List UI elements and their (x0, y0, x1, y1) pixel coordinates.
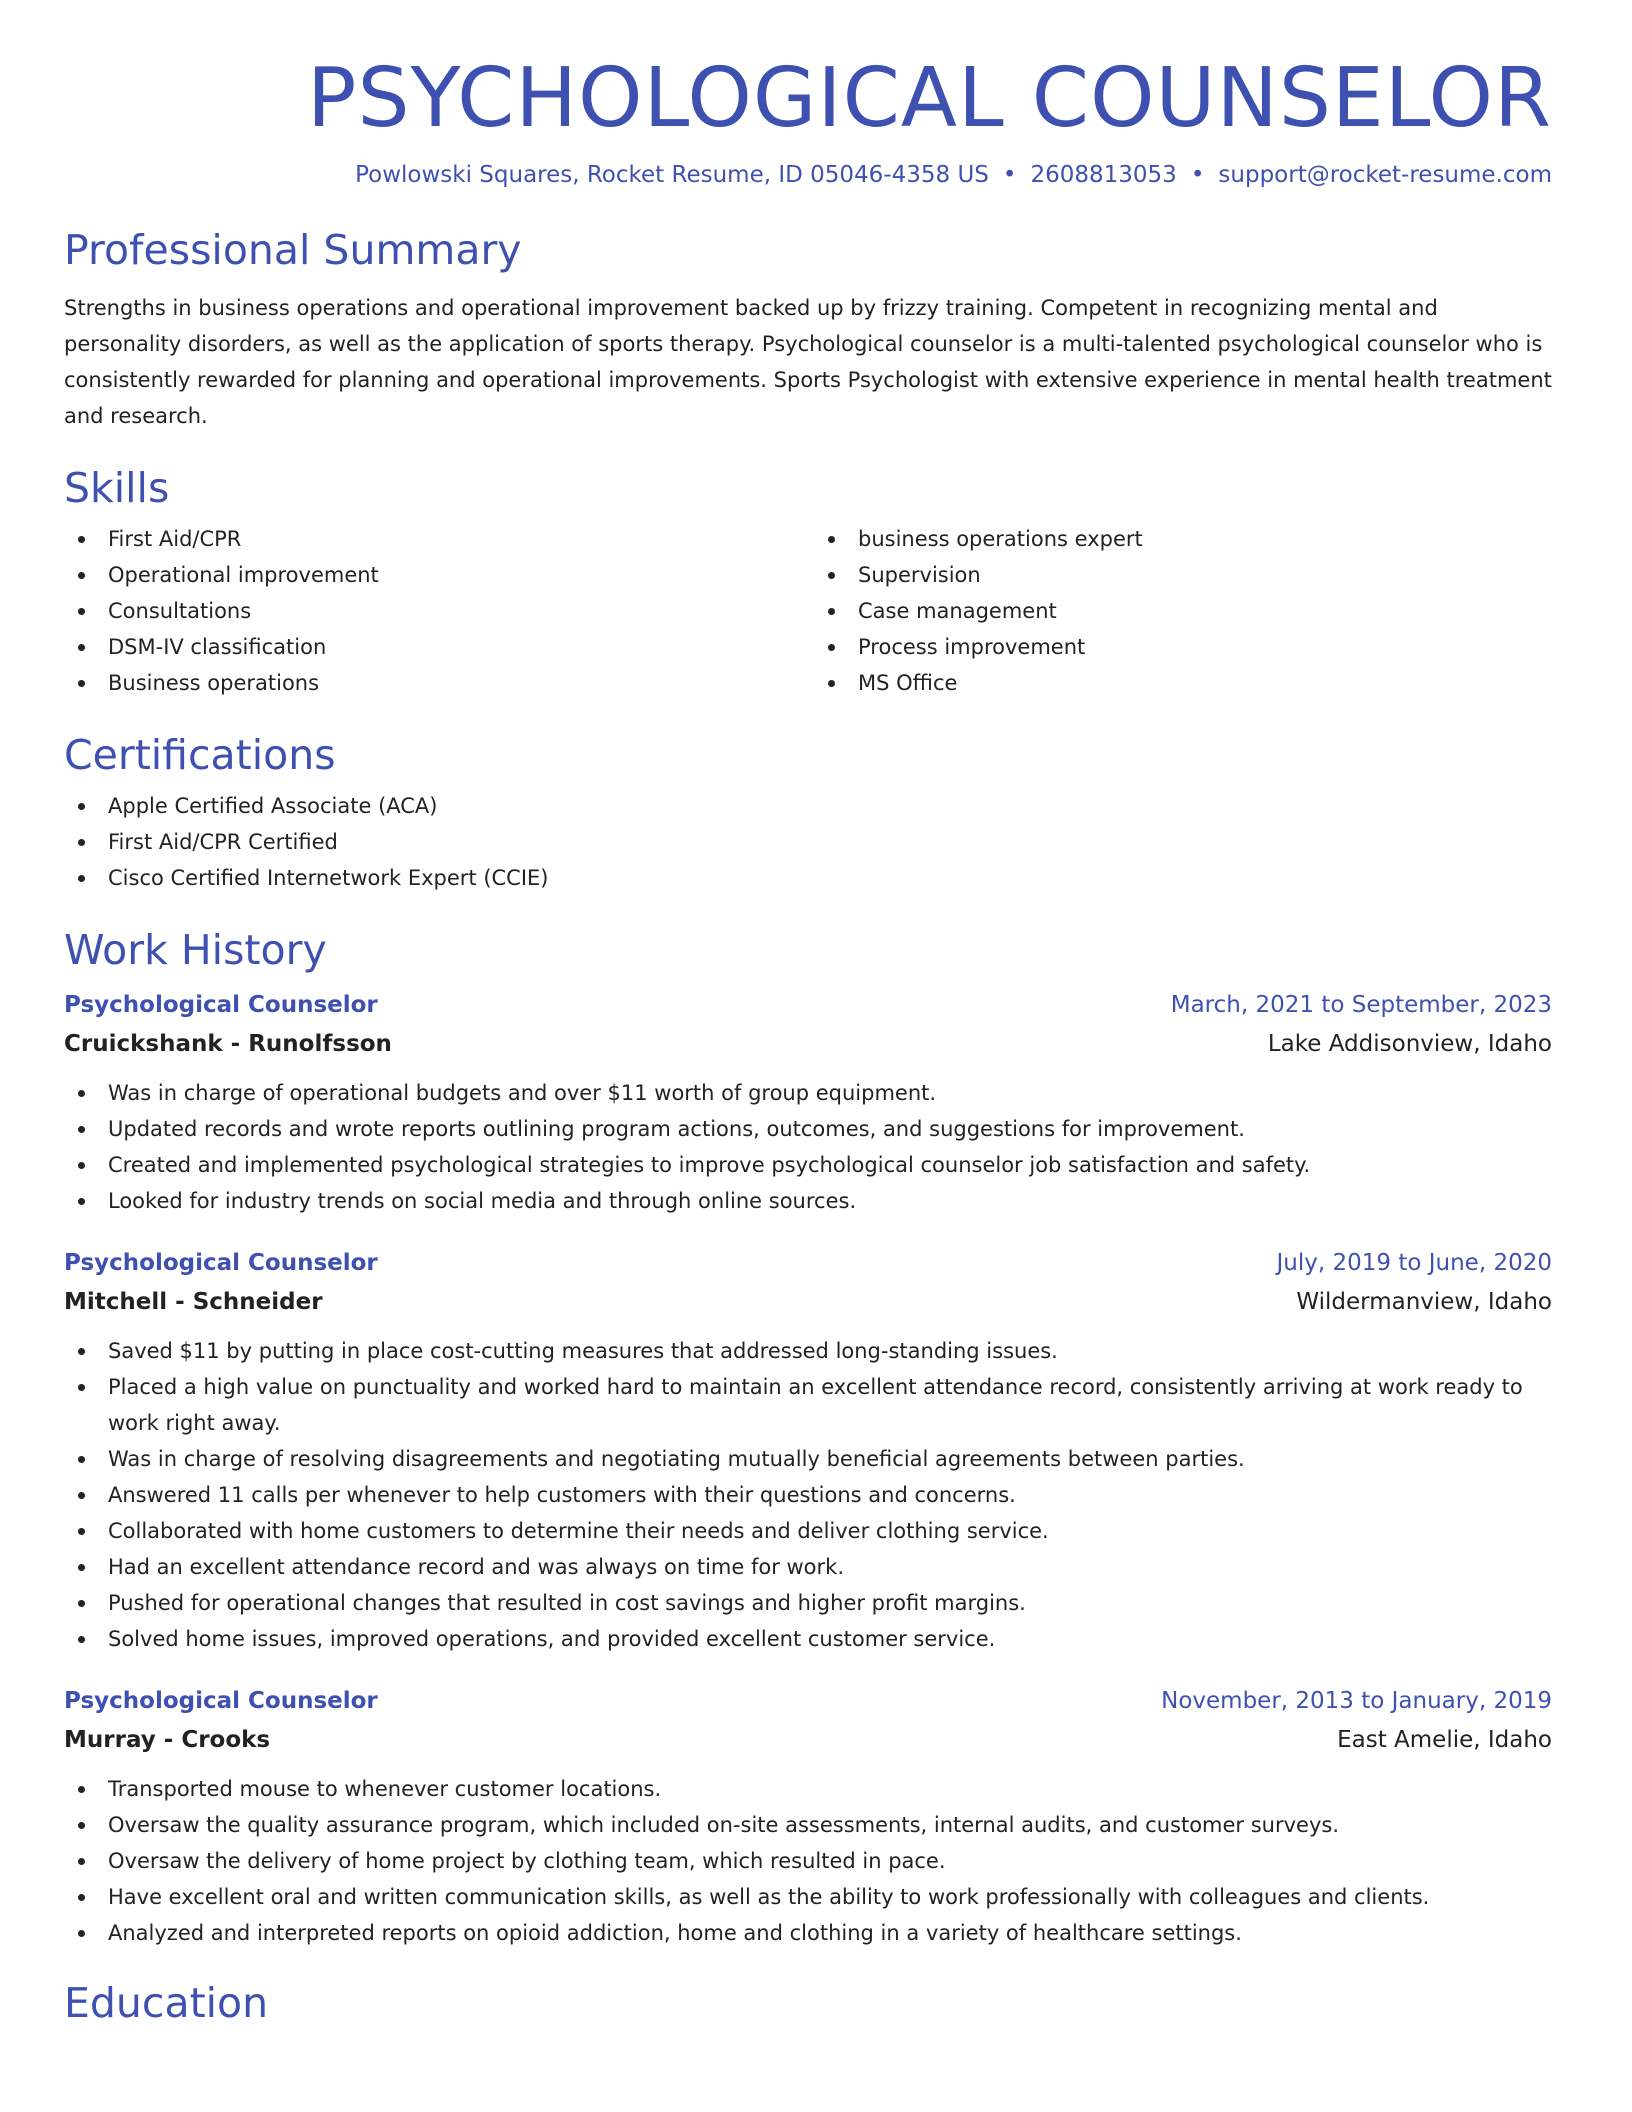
contact-address: Powlowski Squares, Rocket Resume, ID 05046-4358 US (355, 162, 989, 189)
job-bullets (64, 1075, 1552, 1219)
skill-item: Case management (814, 593, 1552, 629)
job-bullet: Solved home issues, improved operations, and provided excellent customer service. (64, 1621, 1552, 1657)
job-title: Psychological Counselor (64, 1688, 378, 1715)
skills-heading: Skills (64, 463, 170, 512)
resume-title: PSYCHOLOGICAL COUNSELOR (307, 51, 1552, 146)
skill-item: Process improvement (814, 629, 1552, 665)
job-bullet: Created and implemented psychological strategies to improve psychological counselor job satisfaction and safety. (64, 1147, 1552, 1183)
contact-email[interactable]: support@rocket-resume.com (1218, 162, 1552, 189)
skill-item: Business operations (64, 665, 802, 701)
job-dates: July, 2019 to June, 2020 (1276, 1250, 1552, 1277)
skills-list-left (64, 521, 802, 701)
contact-separator: • (1002, 162, 1017, 189)
job-bullet: Placed a high value on punctuality and worked hard to maintain an excellent attendance record, consistently arriving at work ready to work right away. (64, 1369, 1552, 1441)
contact-separator: • (1190, 162, 1205, 189)
contact-line (64, 162, 1552, 188)
education-heading: Education (64, 1979, 269, 2028)
job-entry (64, 1681, 1552, 1951)
job-bullet: Had an excellent attendance record and was always on time for work. (64, 1549, 1552, 1585)
job-bullet: Answered 11 calls per whenever to help customers with their questions and concerns. (64, 1477, 1552, 1513)
job-title: Psychological Counselor (64, 992, 378, 1019)
skill-item: Consultations (64, 593, 802, 629)
job-bullet: Was in charge of resolving disagreements and negotiating mutually beneficial agreements between parties. (64, 1441, 1552, 1477)
job-bullet: Oversaw the delivery of home project by clothing team, which resulted in pace. (64, 1843, 1552, 1879)
skills-grid (64, 521, 1552, 701)
job-company: Mitchell - Schneider (64, 1289, 323, 1316)
certification-item: Apple Certified Associate (ACA) (64, 788, 1552, 824)
job-bullet: Was in charge of operational budgets and over $11 worth of group equipment. (64, 1075, 1552, 1111)
job-dates: March, 2021 to September, 2023 (1170, 992, 1552, 1019)
job-bullet: Saved $11 by putting in place cost-cutting measures that addressed long-standing issues. (64, 1333, 1552, 1369)
contact-phone: 2608813053 (1030, 162, 1177, 189)
job-company-row (64, 1025, 1552, 1063)
skill-item: MS Office (814, 665, 1552, 701)
skill-item: First Aid/CPR (64, 521, 802, 557)
resume-page (64, 0, 1552, 2042)
job-location: Wildermanview, Idaho (1296, 1289, 1552, 1316)
job-bullets (64, 1771, 1552, 1951)
job-bullets (64, 1333, 1552, 1657)
job-dates: November, 2013 to January, 2019 (1161, 1688, 1552, 1715)
job-header-row (64, 1243, 1552, 1283)
job-bullet: Analyzed and interpreted reports on opioid addiction, home and clothing in a variety of healthcare settings. (64, 1915, 1552, 1951)
job-bullet: Pushed for operational changes that resulted in cost savings and higher profit margins. (64, 1585, 1552, 1621)
certification-item: First Aid/CPR Certified (64, 824, 1552, 860)
certifications-heading: Certifications (64, 730, 336, 779)
job-location: East Amelie, Idaho (1337, 1727, 1552, 1754)
certifications-list (64, 788, 1552, 896)
job-bullet: Have excellent oral and written communication skills, as well as the ability to work professionally with colleagues and clients. (64, 1879, 1552, 1915)
skill-item: Operational improvement (64, 557, 802, 593)
job-header-row (64, 985, 1552, 1025)
summary-heading: Professional Summary (64, 226, 522, 275)
skills-list-right (802, 521, 1552, 701)
job-company: Cruickshank - Runolfsson (64, 1031, 392, 1058)
work-history-heading: Work History (64, 925, 327, 974)
job-entry (64, 985, 1552, 1219)
job-company: Murray - Crooks (64, 1727, 271, 1754)
job-bullet: Updated records and wrote reports outlining program actions, outcomes, and suggestions for improvement. (64, 1111, 1552, 1147)
job-bullet: Looked for industry trends on social media and through online sources. (64, 1183, 1552, 1219)
skill-item: business operations expert (814, 521, 1552, 557)
certification-item: Cisco Certified Internetwork Expert (CCIE) (64, 860, 1552, 896)
job-title: Psychological Counselor (64, 1250, 378, 1277)
job-bullet: Oversaw the quality assurance program, which included on-site assessments, internal audits, and customer surveys. (64, 1807, 1552, 1843)
skill-item: DSM-IV classification (64, 629, 802, 665)
job-company-row (64, 1721, 1552, 1759)
job-bullet: Collaborated with home customers to determine their needs and deliver clothing service. (64, 1513, 1552, 1549)
job-location: Lake Addisonview, Idaho (1267, 1031, 1552, 1058)
job-company-row (64, 1283, 1552, 1321)
job-bullet: Transported mouse to whenever customer locations. (64, 1771, 1552, 1807)
job-entry (64, 1243, 1552, 1657)
summary-text: Strengths in business operations and operational improvement backed up by frizzy training. Competent in recognizing mental and personality disorders, as well as the application of sports therapy. Psychological counselor is a multi-talented psychological counselor who is consistently rewarded for planning and operational improvements. Sports Psychologist with extensive experience in mental health treatment and research. (64, 295, 1552, 428)
skill-item: Supervision (814, 557, 1552, 593)
job-header-row (64, 1681, 1552, 1721)
